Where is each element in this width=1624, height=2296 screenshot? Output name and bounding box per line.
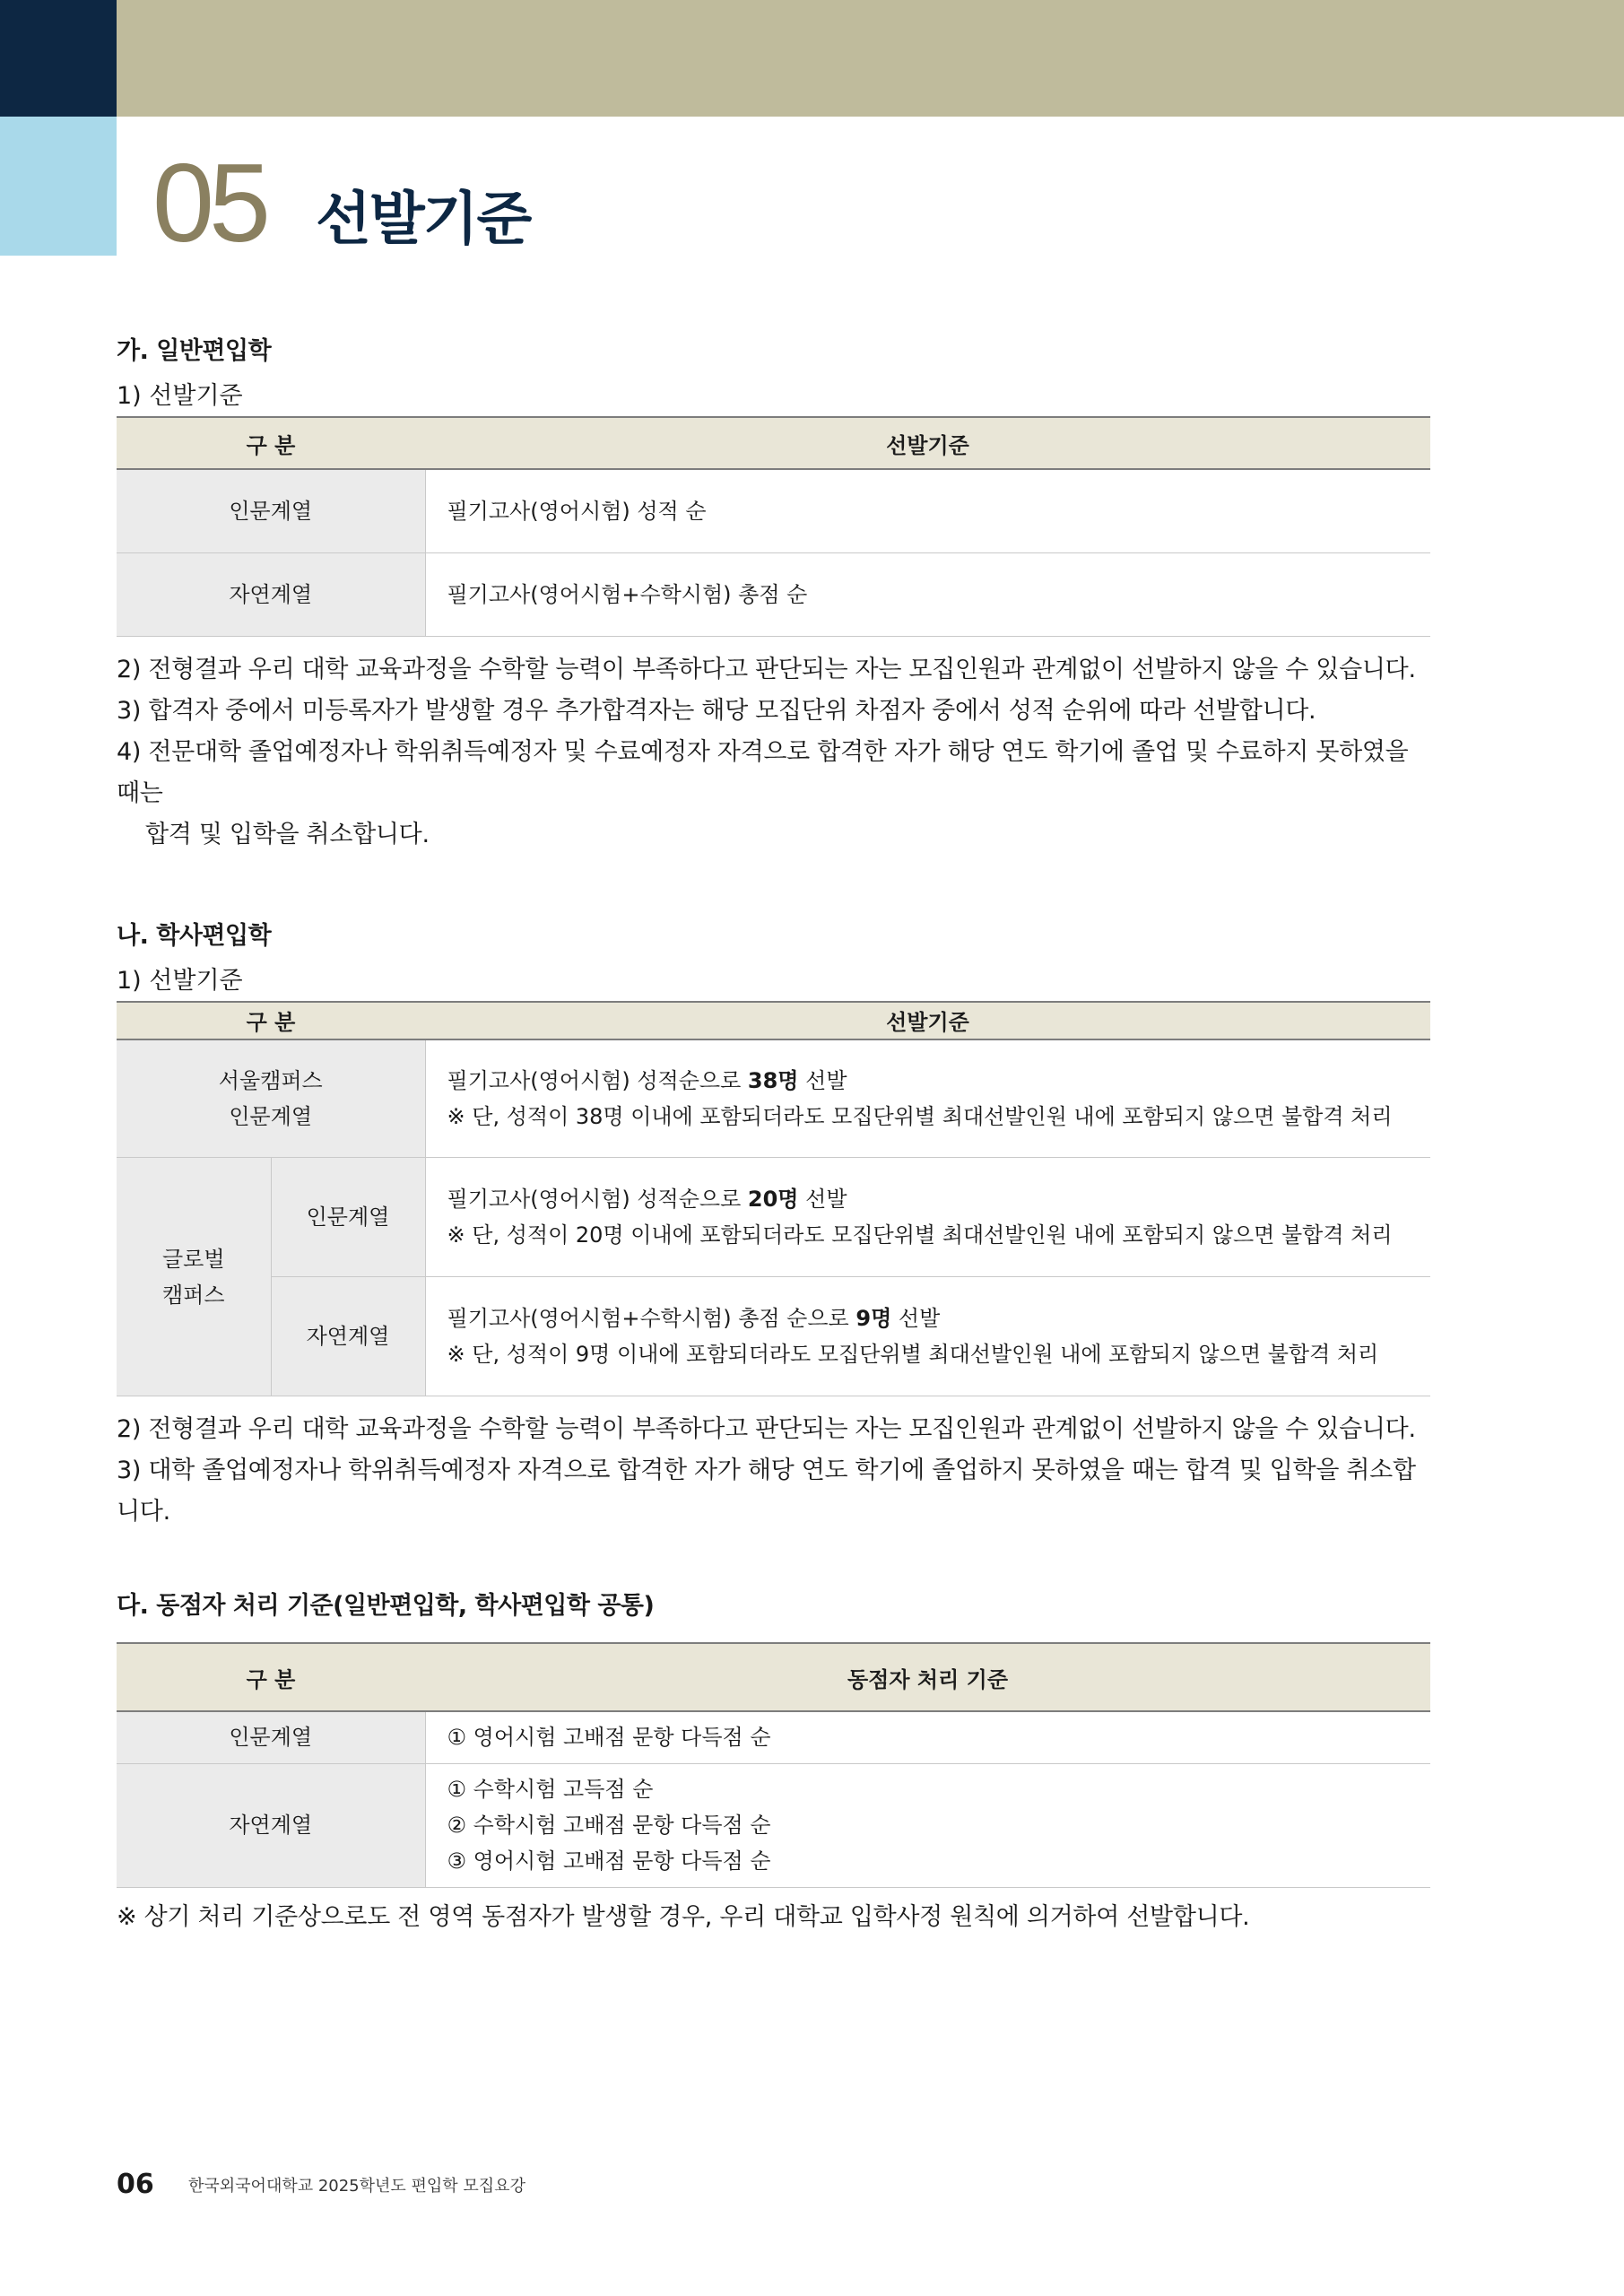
section-a-subtitle: 1) 선발기준 [117, 382, 243, 410]
row-text [425, 1277, 1430, 1396]
row-label: 인문계열 [117, 469, 425, 552]
row-label: 자연계열 [117, 552, 425, 636]
chapter-title: 선발기준 [316, 187, 531, 253]
criteria-line: 필기고사(영어시험) 성적순으로 20명 선발 [447, 1187, 847, 1212]
section-b-title: 나. 학사편입학 [117, 921, 272, 950]
table-row [117, 1039, 1430, 1158]
row-text: 필기고사(영어시험) 성적 순 [425, 469, 1430, 552]
table-header-category: 구 분 [117, 1643, 425, 1711]
criteria-line: 필기고사(영어시험+수학시험) 총점 순으로 9명 선발 [447, 1306, 941, 1331]
section-b-table [117, 1001, 1430, 1397]
header-band-navy [0, 0, 117, 117]
header-band-sky [0, 117, 117, 256]
tie-rule: ③ 영어시험 고배점 문항 다득점 순 [447, 1848, 771, 1874]
label-line: 캠퍼스 [161, 1282, 225, 1308]
criteria-note: ※ 단, 성적이 38명 이내에 포함되더라도 모집단위별 최대선발인원 내에 포함되지 않으면 불합격 처리 [447, 1103, 1393, 1129]
criteria-note: ※ 단, 성적이 20명 이내에 포함되더라도 모집단위별 최대선발인원 내에 포함되지 않으면 불합격 처리 [447, 1222, 1393, 1248]
section-b-notes [117, 1409, 1430, 1533]
row-text: 필기고사(영어시험+수학시험) 총점 순 [425, 552, 1430, 636]
page-number: 06 [117, 2169, 154, 2200]
footer-text: 한국외국어대학교 2025학년도 편입학 모집요강 [188, 2176, 525, 2196]
section-b-subtitle: 1) 선발기준 [117, 966, 243, 995]
chapter-number: 05 [152, 142, 265, 265]
row-label-seoul [117, 1039, 425, 1158]
table-header-criteria: 선발기준 [425, 1002, 1430, 1039]
note: 합격 및 입학을 취소합니다. [145, 820, 430, 848]
section-c-title: 다. 동점자 처리 기준(일반편입학, 학사편입학 공통) [117, 1592, 655, 1620]
table-row [117, 1711, 1430, 1763]
header-band-khaki [117, 0, 1624, 117]
note: 3) 합격자 중에서 미등록자가 발생할 경우 추가합격자는 해당 모집단위 차점자 중에서 성적 순위에 따라 선발합니다. [117, 696, 1316, 725]
section-a-table [117, 416, 1430, 637]
row-label-global [117, 1158, 271, 1396]
row-sublabel: 인문계열 [271, 1158, 425, 1277]
table-header-criteria: 선발기준 [425, 417, 1430, 469]
note: 3) 대학 졸업예정자나 학위취득예정자 자격으로 합격한 자가 해당 연도 학기에 졸업하지 못하였을 때는 합격 및 입학을 취소합니다. [117, 1457, 1416, 1526]
table-row [117, 1277, 1430, 1396]
page-content [117, 332, 1430, 1938]
row-text [425, 1763, 1430, 1887]
row-text: ① 영어시험 고배점 문항 다득점 순 [425, 1711, 1430, 1763]
label-line: 서울캠퍼스 [218, 1067, 323, 1093]
row-sublabel: 자연계열 [271, 1277, 425, 1396]
section-c-footnote: ※ 상기 처리 기준상으로도 전 영역 동점자가 발생할 경우, 우리 대학교 입학사정 원칙에 의거하여 선발합니다. [117, 1902, 1250, 1931]
table-header-category: 구 분 [117, 417, 425, 469]
row-text [425, 1158, 1430, 1277]
section-a-notes [117, 649, 1430, 856]
label-line: 글로벌 [161, 1246, 225, 1272]
tie-rule: ① 수학시험 고득점 순 [447, 1777, 654, 1802]
note: 4) 전문대학 졸업예정자나 학위취득예정자 및 수료예정자 자격으로 합격한 자가 해당 연도 학기에 졸업 및 수료하지 못하였을 때는 [117, 737, 1409, 807]
table-row [117, 1158, 1430, 1277]
row-text [425, 1039, 1430, 1158]
tie-rule: ② 수학시험 고배점 문항 다득점 순 [447, 1813, 771, 1838]
note: 2) 전형결과 우리 대학 교육과정을 수학할 능력이 부족하다고 판단되는 자는 모집인원과 관계없이 선발하지 않을 수 있습니다. [117, 1415, 1416, 1443]
page-footer [117, 2169, 525, 2200]
label-line: 인문계열 [229, 1103, 313, 1129]
section-a-title: 가. 일반편입학 [117, 337, 272, 365]
section-c-table [117, 1642, 1430, 1888]
criteria-note: ※ 단, 성적이 9명 이내에 포함되더라도 모집단위별 최대선발인원 내에 포함되지 않으면 불합격 처리 [447, 1342, 1379, 1367]
table-row [117, 469, 1430, 552]
table-row [117, 552, 1430, 636]
table-header-category: 구 분 [117, 1002, 425, 1039]
table-row [117, 1763, 1430, 1887]
criteria-line: 필기고사(영어시험) 성적순으로 38명 선발 [447, 1067, 847, 1093]
row-label: 자연계열 [117, 1763, 425, 1887]
note: 2) 전형결과 우리 대학 교육과정을 수학할 능력이 부족하다고 판단되는 자는 모집인원과 관계없이 선발하지 않을 수 있습니다. [117, 655, 1416, 683]
row-label: 인문계열 [117, 1711, 425, 1763]
table-header-criteria: 동점자 처리 기준 [425, 1643, 1430, 1711]
